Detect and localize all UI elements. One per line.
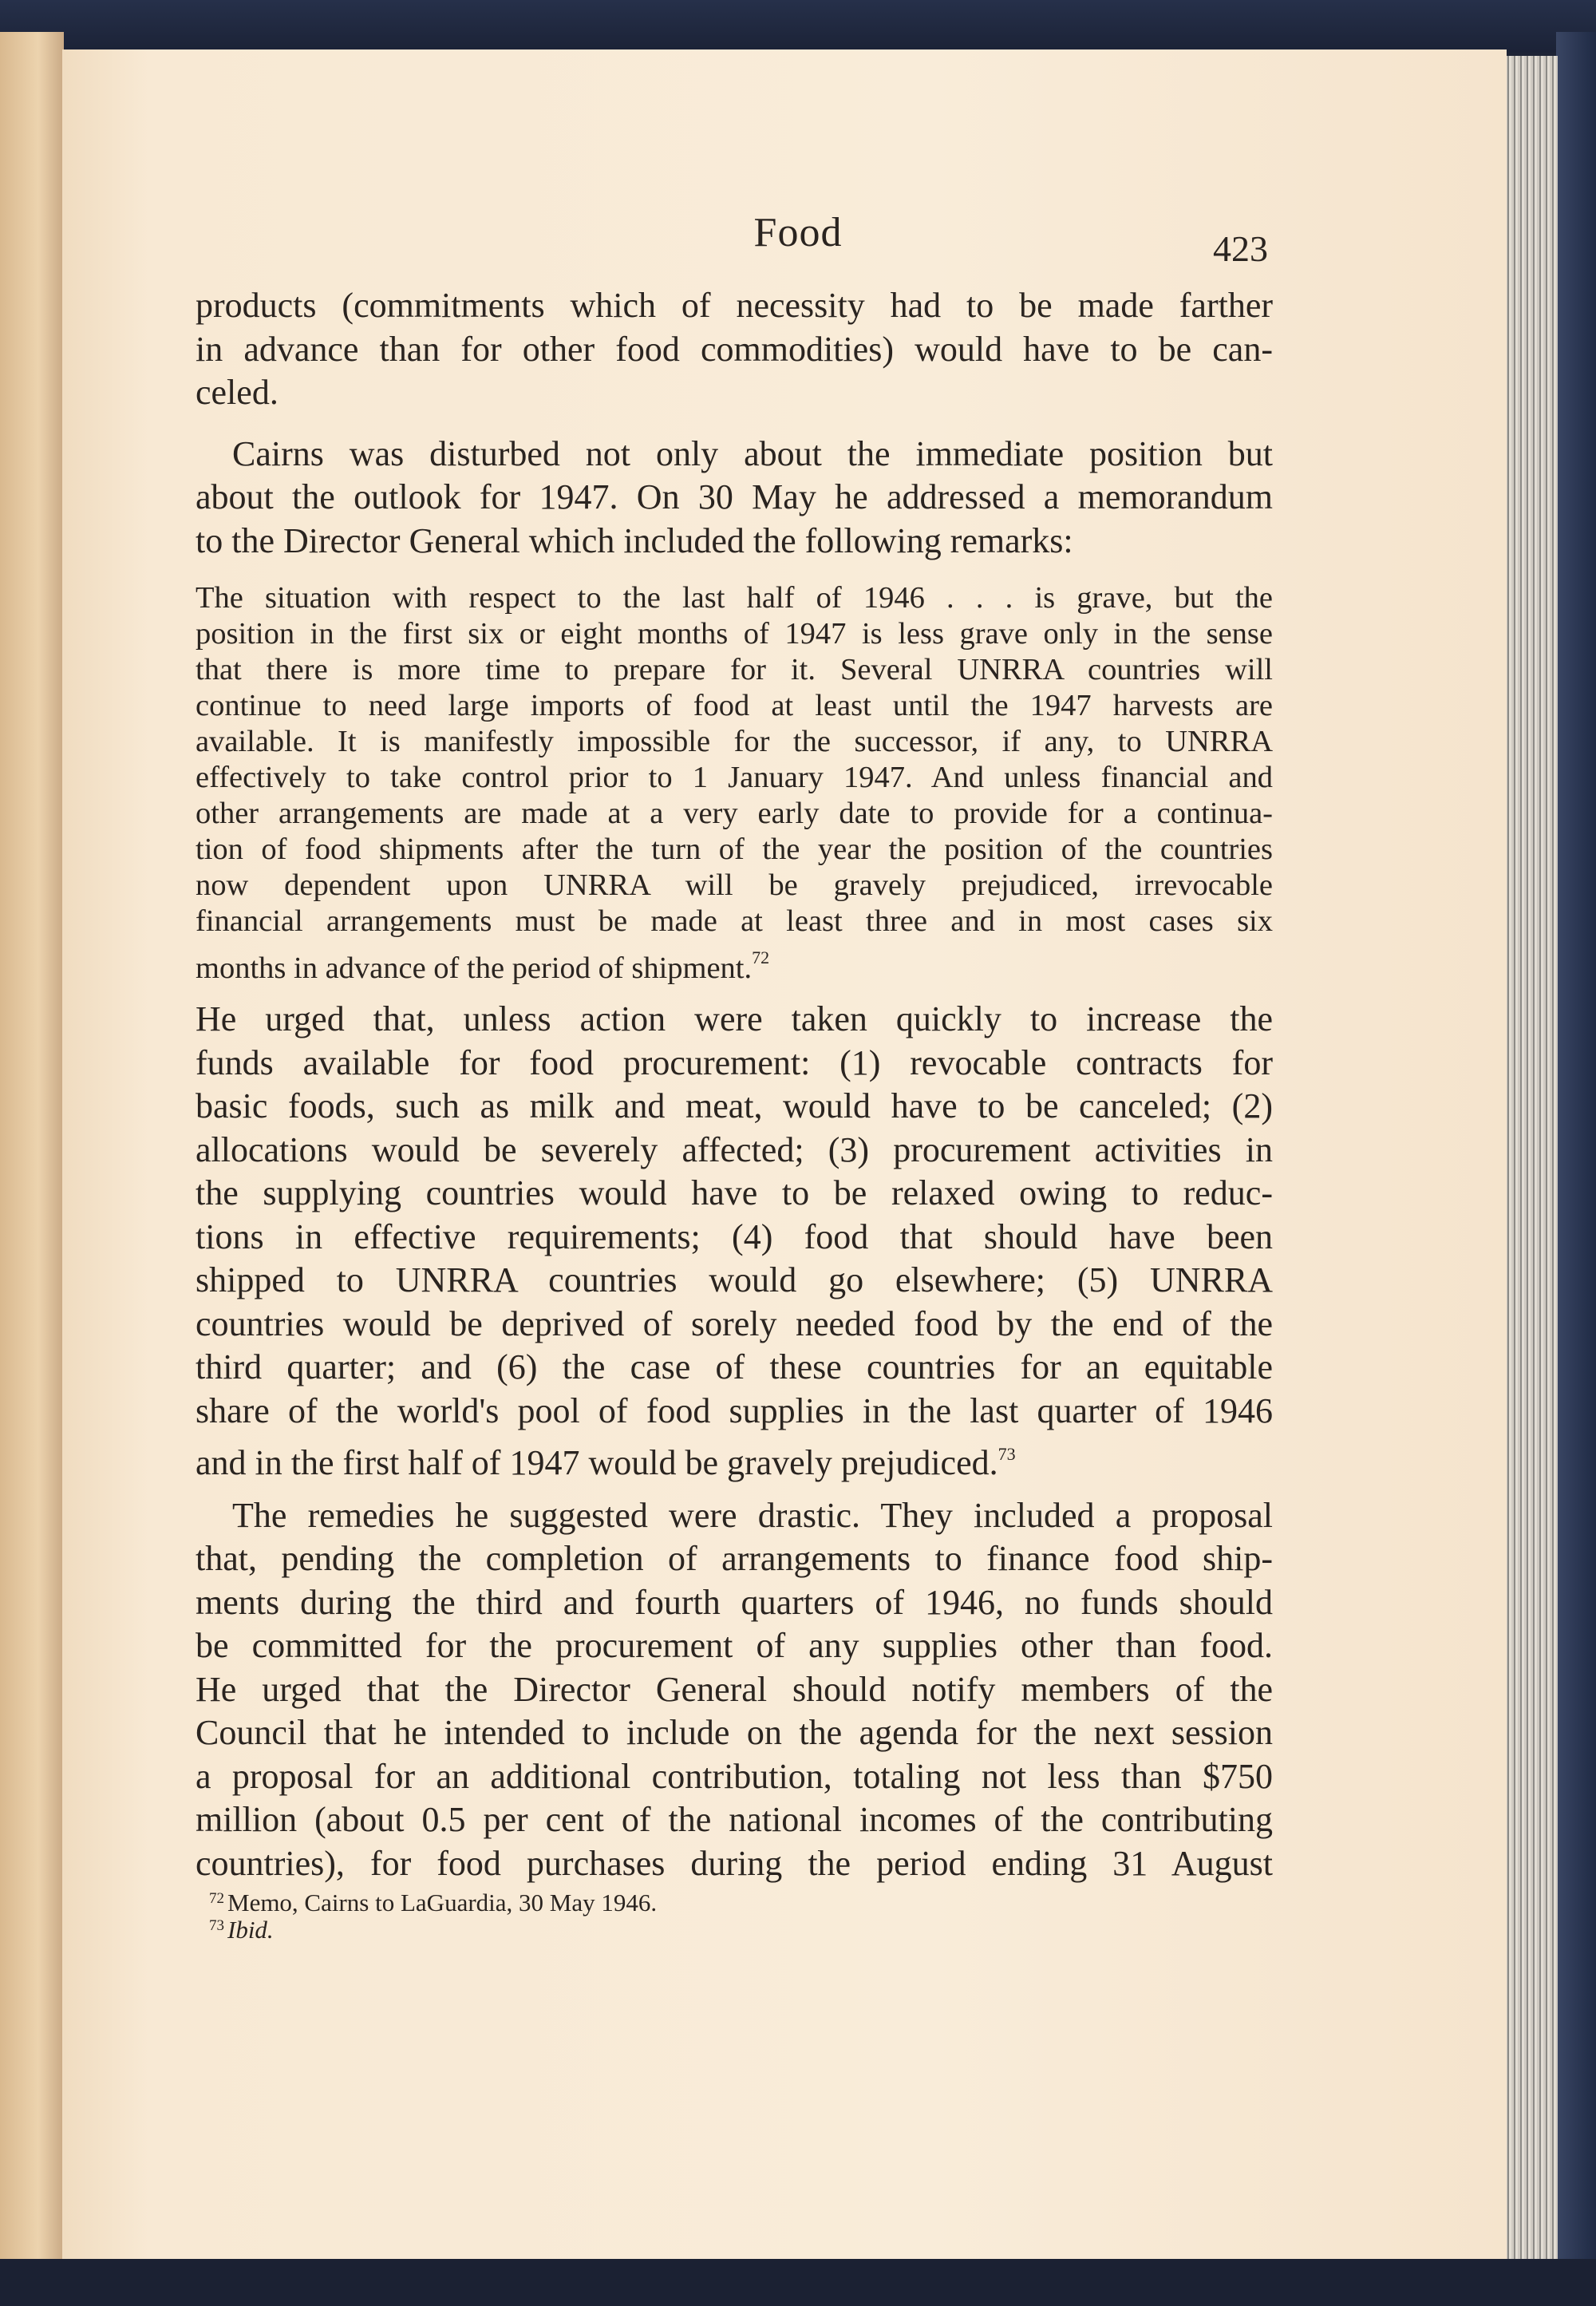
line-text: be committed for the procurement of any supplies other than food. xyxy=(196,1626,1273,1665)
line-text: shipped to UNRRA countries would go elsewhere; (5) UNRRA xyxy=(196,1260,1273,1299)
line-text: basic foods, such as milk and meat, would have to be canceled; (2) xyxy=(196,1086,1273,1125)
text-line xyxy=(196,904,1273,939)
line-text: available. It is manifestly impossible for the successor, if any, to UNRRA xyxy=(196,725,1273,758)
line-text: that there is more time to prepare for it. Several UNRRA countries will xyxy=(196,653,1273,686)
text-line xyxy=(196,1581,1273,1625)
text-line xyxy=(196,1042,1273,1086)
paragraph xyxy=(196,998,1273,1482)
text-line xyxy=(196,1390,1273,1434)
text-line xyxy=(196,1494,1273,1538)
line-text: to the Director General which included the following remarks: xyxy=(196,520,1073,560)
text-line xyxy=(196,580,1273,616)
text-line xyxy=(196,616,1273,652)
text-line xyxy=(196,328,1273,372)
line-text: The remedies he suggested were drastic. They included a proposal xyxy=(232,1495,1273,1535)
text-line xyxy=(196,1842,1273,1886)
footnote-text: Ibid. xyxy=(227,1916,274,1944)
text-line xyxy=(196,724,1273,760)
line-text: celed. xyxy=(196,373,279,412)
paragraph xyxy=(196,1494,1273,1886)
book-cover-top xyxy=(0,0,1596,53)
footnote-reference: 73 xyxy=(998,1444,1016,1464)
paragraph xyxy=(196,284,1273,415)
block-quote xyxy=(196,580,1273,985)
paragraph xyxy=(196,433,1273,564)
text-line xyxy=(196,1129,1273,1173)
line-text: million (about 0.5 per cent of the national incomes of the contributing xyxy=(196,1800,1273,1839)
line-text: position in the first six or eight months of 1947 is less grave only in the sense xyxy=(196,617,1273,651)
line-text: countries would be deprived of sorely needed food by the end of the xyxy=(196,1303,1273,1343)
footnote-72 xyxy=(209,1885,657,1916)
footnote-text: Memo, Cairns to LaGuardia, 30 May 1946. xyxy=(227,1889,658,1916)
text-line xyxy=(196,520,1273,564)
line-text: Cairns was disturbed not only about the immediate position but xyxy=(232,433,1273,473)
text-line xyxy=(196,1172,1273,1216)
line-text: tion of food shipments after the turn of the year the position of the countries xyxy=(196,833,1273,866)
line-text: allocations would be severely affected; (3) procurement activities in xyxy=(196,1129,1273,1169)
text-line xyxy=(196,1537,1273,1581)
book-cover-bottom xyxy=(0,2259,1596,2306)
text-line xyxy=(196,1303,1273,1347)
text-line xyxy=(196,760,1273,796)
text-line xyxy=(196,1433,1273,1482)
text-line xyxy=(196,371,1273,415)
page-stack-edges xyxy=(1505,56,1558,2259)
text-line xyxy=(196,284,1273,328)
footnote-reference: 72 xyxy=(752,947,770,967)
line-text: now dependent upon UNRRA will be gravely prejudiced, irrevocable xyxy=(196,868,1273,902)
facing-page-edge xyxy=(0,32,64,2267)
body-text xyxy=(196,284,1273,1903)
line-text: third quarter; and (6) the case of these countries for an equitable xyxy=(196,1347,1273,1386)
line-text: ments during the third and fourth quarters of 1946, no funds should xyxy=(196,1582,1273,1622)
text-line xyxy=(196,796,1273,832)
line-text: that, pending the completion of arrangements to finance food ship- xyxy=(196,1539,1273,1578)
line-text: in advance than for other food commodities) would have to be can- xyxy=(196,329,1273,369)
text-line xyxy=(196,652,1273,688)
text-line xyxy=(196,998,1273,1042)
book-cover-right xyxy=(1556,32,1596,2306)
line-text: continue to need large imports of food at least until the 1947 harvests are xyxy=(196,689,1273,722)
text-line xyxy=(196,1711,1273,1755)
footnote-number: 72 xyxy=(209,1890,224,1907)
text-line xyxy=(196,433,1273,477)
page-number: 423 xyxy=(1213,228,1268,269)
line-text: financial arrangements must be made at least three and in most cases six xyxy=(196,904,1273,938)
running-head: Food xyxy=(753,210,843,255)
line-text: effectively to take control prior to 1 January 1947. And unless financial and xyxy=(196,761,1273,794)
text-line xyxy=(196,688,1273,724)
line-text: He urged that the Director General should notify members of the xyxy=(196,1669,1273,1709)
text-line xyxy=(196,1259,1273,1303)
text-line xyxy=(196,1624,1273,1668)
footnote-number: 73 xyxy=(209,1917,224,1934)
text-line xyxy=(196,1346,1273,1390)
line-text: a proposal for an additional contribution, totaling not less than $750 xyxy=(196,1756,1273,1796)
text-line xyxy=(196,868,1273,904)
text-line xyxy=(196,1798,1273,1842)
text-line xyxy=(196,476,1273,520)
line-text: funds available for food procurement: (1) revocable contracts for xyxy=(196,1042,1273,1082)
text-line xyxy=(196,1668,1273,1712)
line-text: other arrangements are made at a very early date to provide for a continua- xyxy=(196,797,1273,830)
line-text: The situation with respect to the last half of 1946 . . . is grave, but the xyxy=(196,581,1273,615)
text-line xyxy=(196,939,1273,985)
text-line xyxy=(196,1755,1273,1799)
line-text: and in the first half of 1947 would be gravely prejudiced. xyxy=(196,1443,998,1482)
line-text: months in advance of the period of shipment. xyxy=(196,951,753,985)
line-text: countries), for food purchases during the period ending 31 August xyxy=(196,1843,1273,1883)
text-line xyxy=(196,1085,1273,1129)
footnote-73 xyxy=(209,1912,274,1944)
text-line xyxy=(196,1216,1273,1260)
line-text: Council that he intended to include on the agenda for the next session xyxy=(196,1713,1273,1752)
line-text: He urged that, unless action were taken quickly to increase the xyxy=(196,999,1273,1038)
line-text: share of the world's pool of food supplies in the last quarter of 1946 xyxy=(196,1390,1273,1430)
line-text: products (commitments which of necessity had to be made farther xyxy=(196,286,1273,325)
line-text: the supplying countries would have to be relaxed owing to reduc- xyxy=(196,1173,1273,1212)
line-text: tions in effective requirements; (4) food that should have been xyxy=(196,1216,1273,1256)
line-text: about the outlook for 1947. On 30 May he addressed a memorandum xyxy=(196,477,1273,516)
text-line xyxy=(196,832,1273,868)
